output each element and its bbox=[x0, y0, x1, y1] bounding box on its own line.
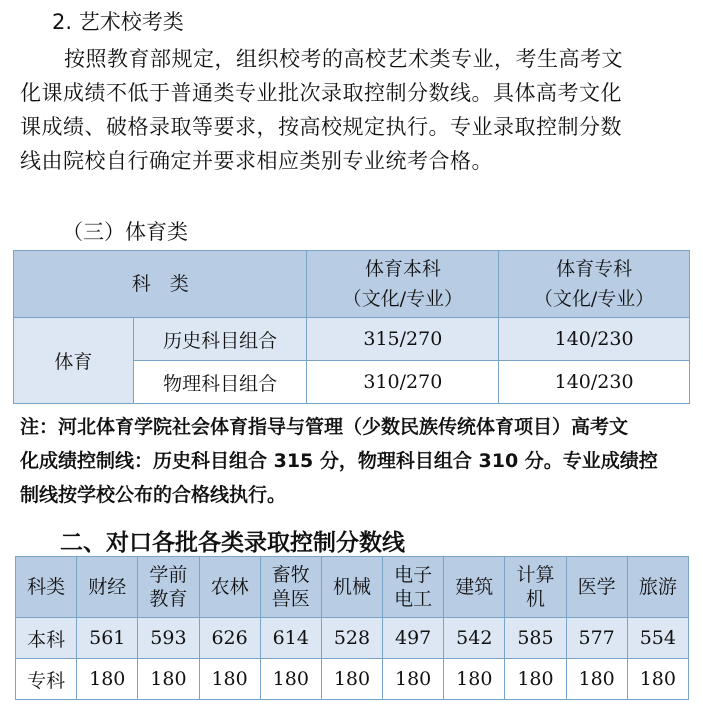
row-category: 专科 bbox=[16, 659, 77, 700]
header-line: 体育专科 bbox=[556, 258, 633, 280]
header-major bbox=[77, 557, 138, 618]
paragraph-line: 按照教育部规定，组织校考的高校艺术类专业，考生高考文 bbox=[64, 47, 623, 71]
score-cell: 140/230 bbox=[499, 318, 690, 361]
score-cell: 528 bbox=[321, 618, 382, 659]
score-cell: 315/270 bbox=[307, 318, 499, 361]
header-major bbox=[383, 557, 444, 618]
header-major bbox=[260, 557, 321, 618]
header-line: 电工 bbox=[394, 588, 433, 610]
paragraph-line: 课成绩、破格录取等要求，按高校规定执行。专业录取控制分数 bbox=[20, 115, 622, 139]
header-line: 畜牧 bbox=[271, 564, 310, 586]
score-cell: 577 bbox=[566, 618, 627, 659]
section-heading-vocational: 二、对口各批各类录取控制分数线 bbox=[60, 530, 405, 556]
note-line: 制线按学校公布的合格线执行。 bbox=[20, 484, 287, 506]
header-line: 兽医 bbox=[271, 588, 310, 610]
score-cell: 180 bbox=[627, 659, 688, 700]
header-line: 电子 bbox=[394, 564, 433, 586]
sports-note bbox=[20, 410, 695, 512]
sports-score-table bbox=[13, 250, 690, 404]
header-major bbox=[566, 557, 627, 618]
header-line: 医学 bbox=[577, 576, 616, 598]
score-cell: 180 bbox=[199, 659, 260, 700]
score-cell: 140/230 bbox=[499, 361, 690, 404]
table-row bbox=[16, 618, 689, 659]
score-cell: 180 bbox=[444, 659, 505, 700]
score-cell: 180 bbox=[383, 659, 444, 700]
score-cell: 180 bbox=[566, 659, 627, 700]
header-major bbox=[444, 557, 505, 618]
vocational-score-table bbox=[15, 556, 689, 700]
table-header-row bbox=[14, 251, 690, 318]
score-cell: 497 bbox=[383, 618, 444, 659]
score-cell: 180 bbox=[505, 659, 566, 700]
header-line: 农林 bbox=[210, 576, 249, 598]
header-line: 学前 bbox=[149, 564, 188, 586]
paragraph-line: 线由院校自行确定并要求相应类别专业统考合格。 bbox=[20, 149, 493, 173]
header-major bbox=[138, 557, 199, 618]
score-cell: 180 bbox=[321, 659, 382, 700]
header-line: 旅游 bbox=[638, 576, 677, 598]
score-cell: 614 bbox=[260, 618, 321, 659]
note-line: 注：河北体育学院社会体育指导与管理（少数民族传统体育项目）高考文 bbox=[20, 416, 629, 438]
header-category: 科 类 bbox=[14, 251, 307, 318]
header-line: 科类 bbox=[27, 576, 66, 598]
header-line: 机械 bbox=[332, 576, 371, 598]
note-line: 化成绩控制线：历史科目组合 315 分，物理科目组合 310 分。专业成绩控 bbox=[20, 450, 658, 472]
score-cell: 626 bbox=[199, 618, 260, 659]
header-line: 计算 bbox=[516, 564, 555, 586]
header-line: 机 bbox=[525, 588, 545, 610]
score-cell: 542 bbox=[444, 618, 505, 659]
paragraph-line: 化课成绩不低于普通类专业批次录取控制分数线。具体高考文化 bbox=[20, 81, 622, 105]
header-line: 体育本科 bbox=[364, 258, 441, 280]
score-cell: 554 bbox=[627, 618, 688, 659]
header-category bbox=[16, 557, 77, 618]
score-cell: 180 bbox=[138, 659, 199, 700]
score-cell: 561 bbox=[77, 618, 138, 659]
table-row bbox=[14, 318, 690, 361]
header-line: （文化/专业） bbox=[342, 288, 464, 310]
subject-cell: 历史科目组合 bbox=[133, 318, 307, 361]
header-line: 财经 bbox=[88, 576, 127, 598]
score-cell: 585 bbox=[505, 618, 566, 659]
score-cell: 593 bbox=[138, 618, 199, 659]
header-line: （文化/专业） bbox=[533, 288, 655, 310]
group-name: 体育 bbox=[14, 318, 134, 404]
header-junior-college bbox=[499, 251, 690, 318]
header-line: 教育 bbox=[149, 588, 188, 610]
table-row bbox=[16, 659, 689, 700]
header-major bbox=[627, 557, 688, 618]
section-heading-art: 2. 艺术校考类 bbox=[52, 10, 184, 34]
table-header-row bbox=[16, 557, 689, 618]
header-major bbox=[321, 557, 382, 618]
score-cell: 180 bbox=[260, 659, 321, 700]
art-paragraph bbox=[20, 42, 692, 178]
section-heading-sports: （三）体育类 bbox=[62, 220, 188, 244]
row-category: 本科 bbox=[16, 618, 77, 659]
header-major bbox=[505, 557, 566, 618]
subject-cell: 物理科目组合 bbox=[133, 361, 307, 404]
header-major bbox=[199, 557, 260, 618]
header-undergraduate bbox=[307, 251, 499, 318]
score-cell: 310/270 bbox=[307, 361, 499, 404]
score-cell: 180 bbox=[77, 659, 138, 700]
header-line: 建筑 bbox=[455, 576, 494, 598]
